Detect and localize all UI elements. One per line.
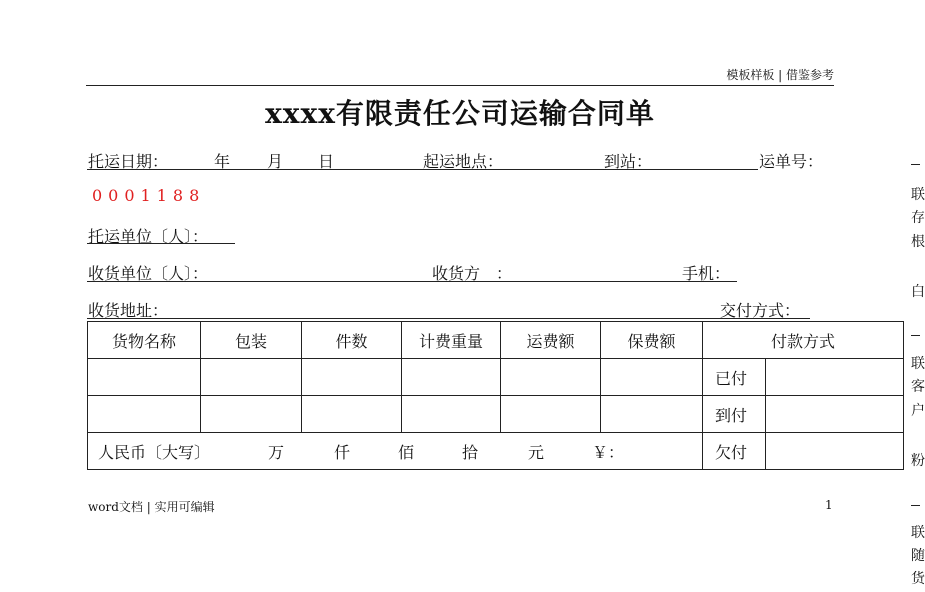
col-header-freight: 运费额: [501, 322, 601, 359]
consignee-party-label: 收货方 ：: [432, 264, 513, 283]
waybill-label: 运单号：: [759, 152, 824, 171]
side-dash-2: [911, 335, 920, 336]
table-cell[interactable]: [601, 359, 703, 396]
side-char: 白: [911, 284, 925, 300]
table-cell[interactable]: [201, 396, 302, 433]
destination-label: 到站：: [604, 152, 653, 171]
address-label: 收货地址：: [88, 301, 169, 320]
waybill-number: 0001188: [92, 186, 206, 205]
table-cell[interactable]: [302, 359, 402, 396]
col-header-packaging: 包装: [201, 322, 302, 359]
qian-label: 仟: [334, 442, 351, 462]
table-cell[interactable]: [201, 359, 302, 396]
side-dash-1: [911, 164, 920, 165]
paid-label: 已付: [703, 359, 766, 396]
consignee-unit-label: 收货单位〔人〕：: [88, 264, 209, 283]
owed-label: 欠付: [703, 433, 766, 470]
rmb-amount-cell[interactable]: [88, 433, 703, 470]
goods-table: [87, 321, 904, 470]
month-label: 月: [267, 152, 284, 171]
side-char: 存: [911, 210, 925, 226]
rmb-label: 人民币〔大写〕: [98, 442, 211, 462]
page-number: 1: [825, 498, 833, 512]
side-char: 货: [911, 571, 925, 587]
table-cell[interactable]: [302, 396, 402, 433]
table-cell[interactable]: [88, 359, 201, 396]
address-underline: [87, 318, 810, 319]
consignee-underline: [87, 281, 737, 282]
shi-label: 拾: [462, 442, 479, 462]
side-char: 客: [911, 379, 925, 395]
col-header-billing-weight: 计费重量: [402, 322, 501, 359]
side-char: 粉: [911, 453, 925, 469]
table-header-row: [88, 322, 904, 359]
side-char: 户: [911, 403, 925, 419]
table-cell[interactable]: [501, 396, 601, 433]
table-cell[interactable]: [601, 396, 703, 433]
cod-amount-cell[interactable]: [766, 396, 904, 433]
table-cell[interactable]: [402, 359, 501, 396]
cod-label: 到付: [703, 396, 766, 433]
page-title: xxxx有限责任公司运输合同单: [265, 97, 655, 130]
col-header-payment-method: 付款方式: [703, 322, 904, 359]
table-row: [88, 396, 904, 433]
mobile-label: 手机：: [682, 264, 731, 283]
table-cell[interactable]: [88, 396, 201, 433]
side-char: 根: [911, 234, 925, 250]
side-dash-3: [911, 505, 920, 506]
paid-amount-cell[interactable]: [766, 359, 904, 396]
wan-label: 万: [268, 442, 285, 462]
table-row: [88, 359, 904, 396]
col-header-goods-name: 货物名称: [88, 322, 201, 359]
side-char: 联: [911, 187, 925, 203]
yen-label: ￥：: [592, 442, 625, 462]
owed-amount-cell[interactable]: [766, 433, 904, 470]
row1-underline: [87, 169, 758, 170]
side-char: 联: [911, 525, 925, 541]
col-header-insurance: 保费额: [601, 322, 703, 359]
rmb-total-row: [88, 433, 904, 470]
table-cell[interactable]: [402, 396, 501, 433]
footer-text: word文档 | 实用可编辑: [88, 500, 215, 514]
yuan-label: 元: [528, 442, 545, 462]
header-reference-text: 模板样板 | 借鉴参考: [726, 68, 834, 82]
side-char: 随: [911, 548, 925, 564]
shipper-label: 托运单位〔人〕：: [88, 227, 209, 246]
day-label: 日: [318, 152, 335, 171]
side-char: 联: [911, 356, 925, 372]
bai-label: 佰: [398, 442, 415, 462]
year-label: 年: [214, 152, 231, 171]
shipper-underline: [87, 243, 235, 244]
header-divider: [86, 85, 834, 86]
ship-date-label: 托运日期：: [88, 152, 169, 171]
table-cell[interactable]: [501, 359, 601, 396]
delivery-method-label: 交付方式：: [720, 301, 801, 320]
col-header-pieces: 件数: [302, 322, 402, 359]
origin-label: 起运地点：: [423, 152, 504, 171]
